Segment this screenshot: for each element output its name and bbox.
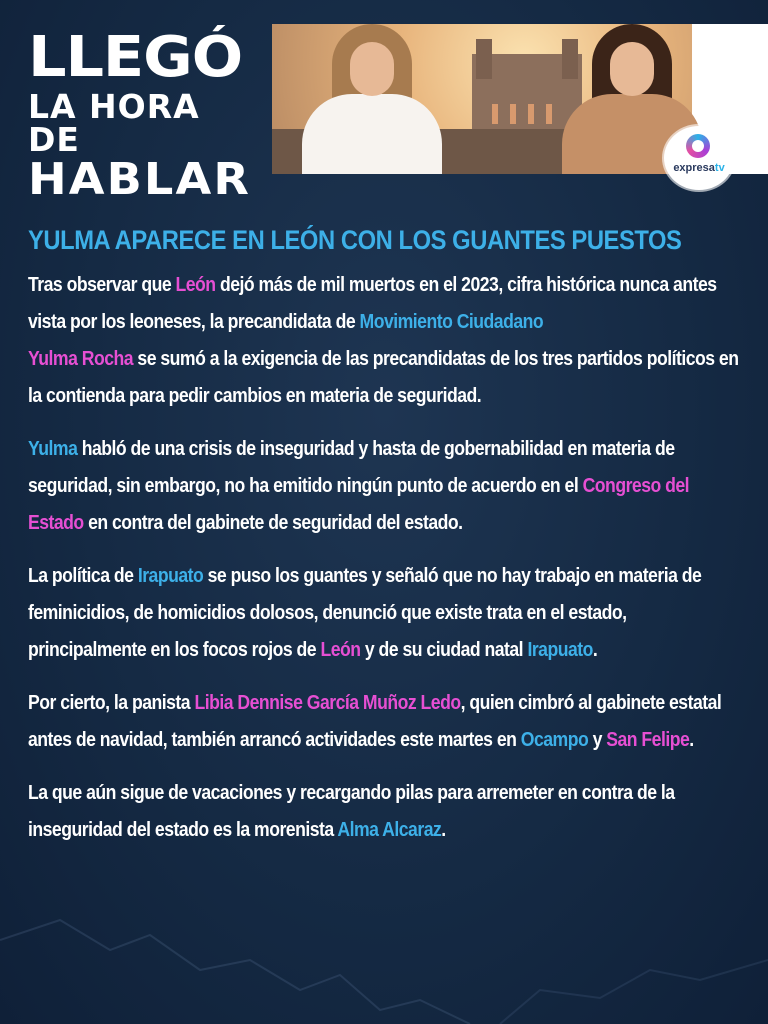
logo-line-2: LA HORA DE [28,87,200,159]
keyword-irapuato-2: Irapuato [527,638,593,661]
article [28,222,748,848]
paragraph-3: La política de Irapuato se puso los guantes y señaló que no hay trabajo en materia de feminicidios, de homicidios dolosos, denunció que existe trata en el estado, principalmente en los focos rojos de León y de su ciudad natal Irapuato. [28,564,702,661]
expresa-ring-icon [686,134,710,158]
keyword-alma-alcaraz: Alma Alcaraz [337,818,442,841]
keyword-leon: León [175,273,216,296]
keyword-irapuato: Irapuato [137,564,204,587]
paragraph-1: Tras observar que León dejó más de mil muertos en el 2023, cifra histórica nunca antes vista por los leoneses, la precandidata de Movimiento Ciudadano Yulma Rocha se sumó a la exigencia de las precandidatas de los tres partidos políticos en la contienda para pedir cambios en materia de seguridad. [28,273,739,407]
show-logo [28,25,253,205]
host-photo-left [302,24,442,174]
paragraph-2: Yulma habló de una crisis de inseguridad y hasta de gobernabilidad en materia de seguridad, sin embargo, no ha emitido ningún punto de acuerdo en el Congreso del Estado en contra del gabinete de seguridad del estado. [28,437,690,534]
article-headline: YULMA APARECE EN LEÓN CON LOS GUANTES PUESTOS [28,225,682,255]
logo-line-1: LLEGÓ [28,25,243,90]
keyword-leon-2: León [320,638,361,661]
logo-line-3: HABLAR [28,154,252,205]
keyword-congreso-del-estado: Congreso del Estado [28,474,690,534]
map-outline-decoration [0,880,768,1024]
keyword-libia-dennise: Libia Dennise García Muñoz Ledo [194,691,461,714]
expresa-tv-wordmark: expresatv [673,162,725,174]
header [0,0,768,205]
expresa-tv-logo [664,126,734,190]
paragraph-4: Por cierto, la panista Libia Dennise García Muñoz Ledo, quien cimbró al gabinete estatal antes de navidad, también arrancó actividades este martes en Ocampo y San Felipe. [28,691,722,751]
keyword-movimiento-ciudadano: Movimiento Ciudadano [359,310,544,333]
keyword-san-felipe: San Felipe [606,728,690,751]
keyword-ocampo: Ocampo [520,728,589,751]
keyword-yulma-rocha: Yulma Rocha [28,347,134,370]
paragraph-5: La que aún sigue de vacaciones y recargando pilas para arremeter en contra de la inseguridad del estado es la morenista Alma Alcaraz. [28,781,675,841]
keyword-yulma: Yulma [28,437,78,460]
